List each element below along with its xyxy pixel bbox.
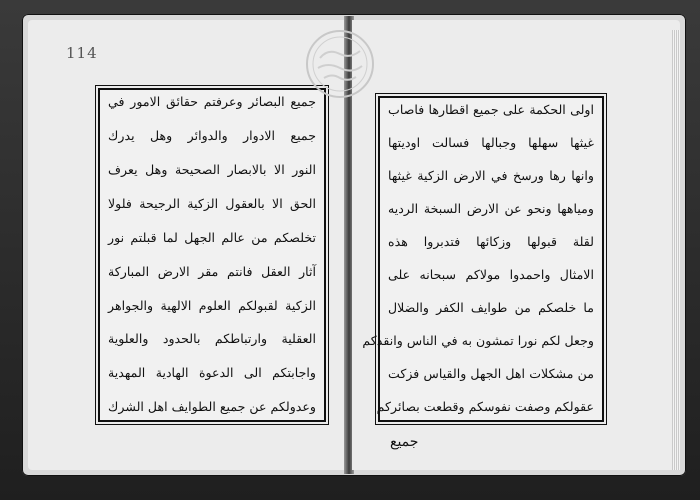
manuscript-line: الامثال واحمدوا مولاكم سبحانه على [388, 267, 594, 283]
left-text-block [98, 88, 326, 422]
library-seal-icon [304, 28, 376, 100]
manuscript-line: وانها رها ورسخ في الارض الزكية غيثها [388, 168, 594, 184]
manuscript-line: الحق الا بالعقول الزكية الرجيحة فلولا [108, 195, 316, 211]
manuscript-line: ومياهها ونحو عن الارض السبخة الرديه [388, 201, 594, 217]
page-edges [672, 30, 680, 470]
right-text-lines [362, 102, 594, 415]
manuscript-line: جميع البصائر وعرفتم حقائق الامور في [108, 94, 316, 109]
manuscript-line: آثار العقل فانتم مقر الارض المباركة [108, 263, 316, 279]
catchword: جميع [390, 434, 419, 450]
manuscript-line: اولى الحكمة على جميع اقطارها فاصاب [388, 102, 594, 117]
manuscript-line: من مشكلات اهل الجهل والقياس فزكت [388, 366, 594, 382]
manuscript-line: عقولكم وصفت نفوسكم وقطعت بصائركم [376, 399, 594, 415]
manuscript-line: العقلية وارتباطكم بالحدود والعلوية [108, 331, 316, 347]
right-text-block [362, 96, 604, 422]
manuscript-line: ما خلصكم من طوايف الكفر والضلال [388, 300, 594, 316]
manuscript-line: وجعل لكم نورا تمشون به في الناس وانقذكم [362, 333, 594, 349]
manuscript-line: الزكية لقبولكم العلوم الالهية والجواهر [108, 297, 316, 313]
manuscript-line: وعدولكم عن جميع الطوايف اهل الشرك [108, 399, 316, 415]
manuscript-line: النور الا بالابصار الصحيحة وهل يعرف [108, 161, 316, 177]
folio-number: 114 [66, 44, 98, 62]
manuscript-line: واجابتكم الى الدعوة الهادية المهدية [108, 365, 316, 381]
left-text-lines [108, 96, 316, 414]
manuscript-line: تخلصكم من عالم الجهل لما قبلتم نور [108, 229, 316, 245]
manuscript-line: لقلة قبولها وزكائها فتدبروا هذه [388, 234, 594, 250]
left-page [28, 20, 346, 470]
right-page [352, 20, 680, 470]
manuscript-line: غيثها سهلها وجبالها فسالت اوديتها [388, 135, 594, 151]
manuscript-line: جميع الادوار والدوائر وهل يدرك [108, 127, 316, 143]
open-manuscript [22, 14, 686, 476]
